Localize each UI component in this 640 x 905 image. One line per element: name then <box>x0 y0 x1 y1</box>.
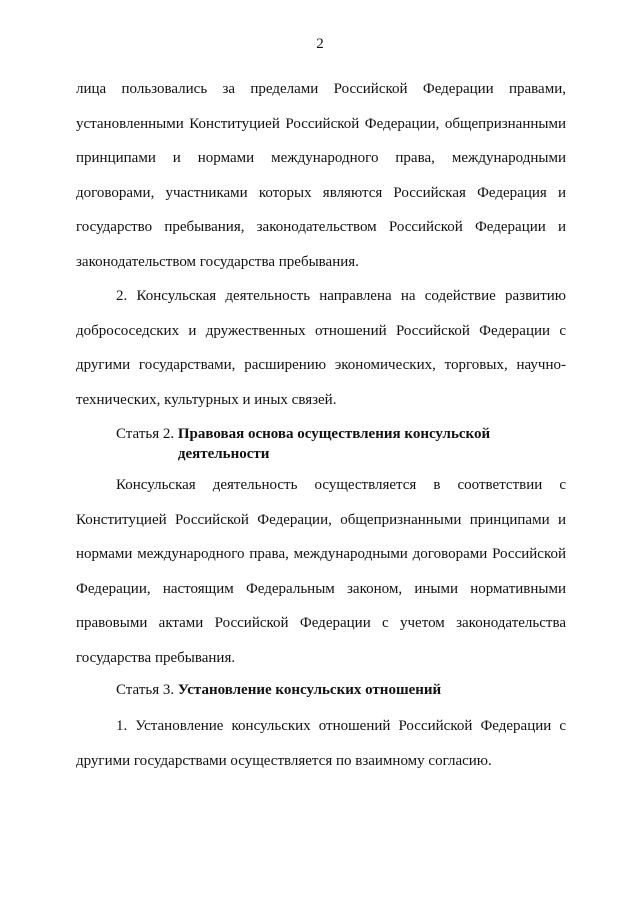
paragraph-2-block <box>76 279 566 417</box>
page-number: 2 <box>316 36 324 52</box>
paragraph-establishment: 1. Установление консульских отношений Российской Федерации с другими государствами осуществляется по взаимному согласию. <box>76 718 566 769</box>
paragraph-rights: лица пользовались за пределами Российской Федерации правами, установленными Конституцией Российской Федерации, общепризнанными принципами и нормами международного права, международными договорами, участниками которых являются Российская Федерация и государство пребывания, законодательством Российской Федерации и законодательством государства пребывания. <box>76 81 566 270</box>
article-2-heading <box>76 424 566 464</box>
article-3-title: Установление консульских отношений <box>177 682 442 698</box>
paragraph-continuation <box>76 72 566 280</box>
article-3-heading <box>76 680 566 700</box>
paragraph-consular-purpose: 2. Консульская деятельность направлена на содействие развитию добрососедских и дружественных отношений Российской Федерации с другими государствами, расширению экономических, торговых, научно-технических, культурных и иных связей. <box>76 288 566 408</box>
paragraph-legal-basis: Консульская деятельность осуществляется в соответствии с Конституцией Российской Федерации, общепризнанными принципами и нормами международного права, международными договорами Российской Федерации, настоящим Федеральным законом, иными нормативными правовыми актами Российской Федерации с учетом законодательства государства пребывания. <box>76 477 566 666</box>
article-2-title-line-1: Правовая основа осуществления консульской <box>177 426 491 442</box>
paragraph-4-block <box>76 709 566 778</box>
article-2-title-line-2: деятельности <box>177 446 270 462</box>
article-2-label: Статья 2. <box>116 426 175 442</box>
paragraph-3-block <box>76 468 566 676</box>
article-3-label: Статья 3. <box>116 682 175 698</box>
